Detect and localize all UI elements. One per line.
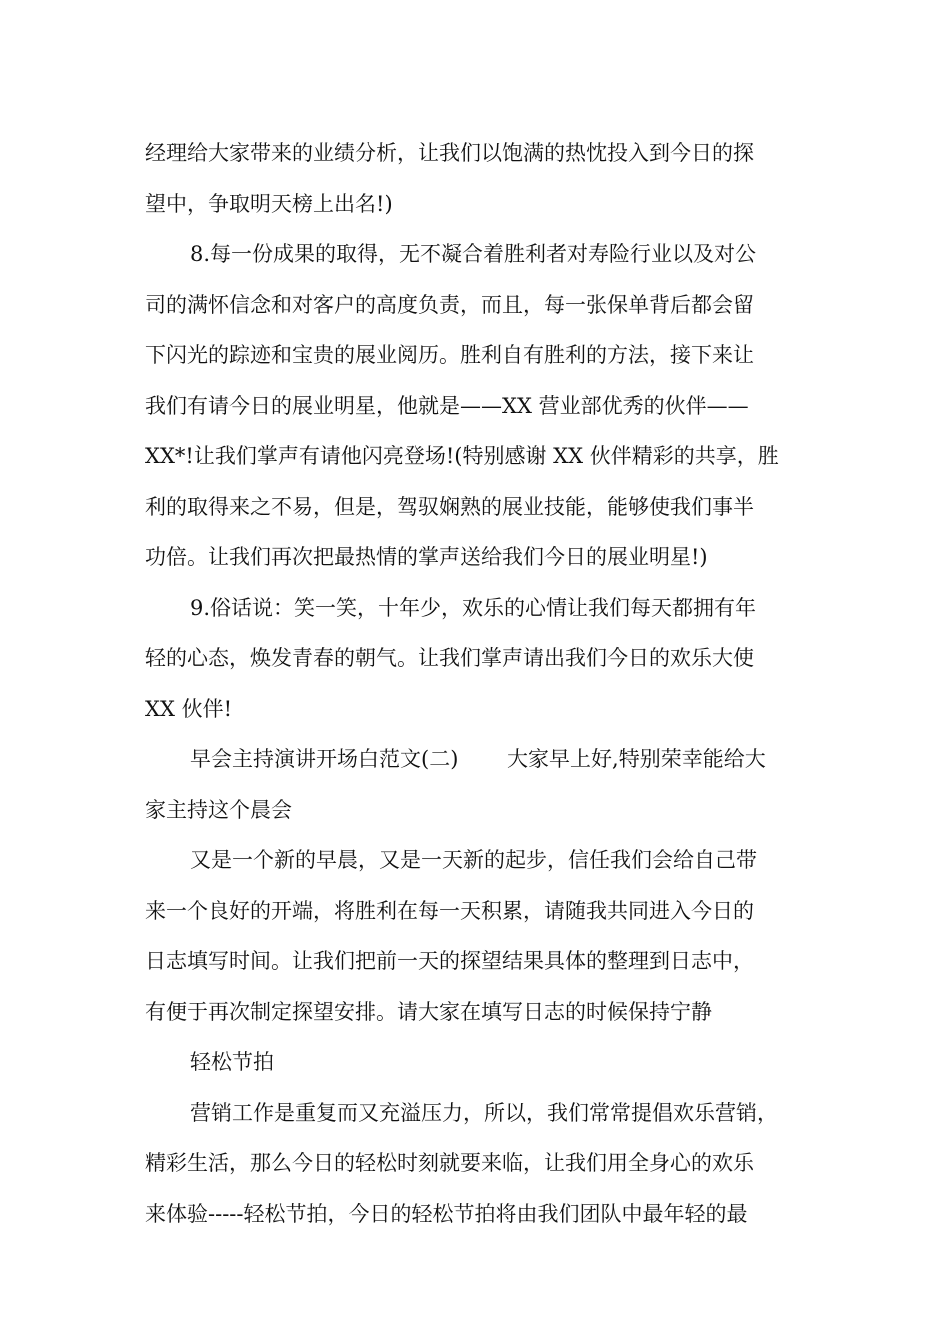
text-line: 又是一个新的早晨，又是一天新的起步，信任我们会给自己带 xyxy=(190,848,757,872)
text-line: 望中，争取明天榜上出名!) xyxy=(145,191,393,216)
text-line: 来体验-----轻松节拍，今日的轻松节拍将由我们团队中最年轻的最 xyxy=(145,1201,748,1226)
text-line: 经理给大家带来的业绩分析，让我们以饱满的热忱投入到今日的探 xyxy=(145,141,754,165)
text-line: 下闪光的踪迹和宝贵的展业阅历。胜利自有胜利的方法，接下来让 xyxy=(145,343,754,367)
text-line: 8.每一份成果的取得，无不凝合着胜利者对寿险行业以及对公 xyxy=(190,242,757,266)
text-line: XX*!让我们掌声有请他闪亮登场!(特别感谢 XX 伙伴精彩的共享，胜 xyxy=(145,444,779,468)
text-line: 功倍。让我们再次把最热情的掌声送给我们今日的展业明星!) xyxy=(145,545,708,569)
document-body xyxy=(145,128,810,1239)
text-line: 轻的心态，焕发青春的朝气。让我们掌声请出我们今日的欢乐大使 xyxy=(145,646,754,670)
text-line: 司的满怀信念和对客户的高度负责，而且，每一张保单背后都会留 xyxy=(145,292,754,317)
text-line: 我们有请今日的展业明星，他就是——XX 营业部优秀的伙伴—— xyxy=(145,393,749,418)
text-line: XX 伙伴! xyxy=(145,696,233,721)
text-line: 轻松节拍 xyxy=(190,1050,274,1074)
text-line: 日志填写时间。让我们把前一天的探望结果具体的整理到日志中， xyxy=(145,949,754,973)
text-line: 家主持这个晨会 xyxy=(145,797,292,822)
text-line: 精彩生活，那么今日的轻松时刻就要来临，让我们用全身心的欢乐 xyxy=(145,1151,754,1175)
text-line: 早会主持演讲开场白范文(二) 大家早上好,特别荣幸能给大 xyxy=(190,747,766,771)
text-line: 来一个良好的开端，将胜利在每一天积累，请随我共同进入今日的 xyxy=(145,898,754,923)
text-line: 利的取得来之不易，但是，驾驭娴熟的展业技能，能够使我们事半 xyxy=(145,494,754,519)
text-line: 9.俗话说：笑一笑，十年少，欢乐的心情让我们每天都拥有年 xyxy=(190,595,757,620)
text-line: 营销工作是重复而又充溢压力，所以，我们常常提倡欢乐营销， xyxy=(190,1100,778,1125)
text-line: 有便于再次制定探望安排。请大家在填写日志的时候保持宁静 xyxy=(145,999,712,1024)
